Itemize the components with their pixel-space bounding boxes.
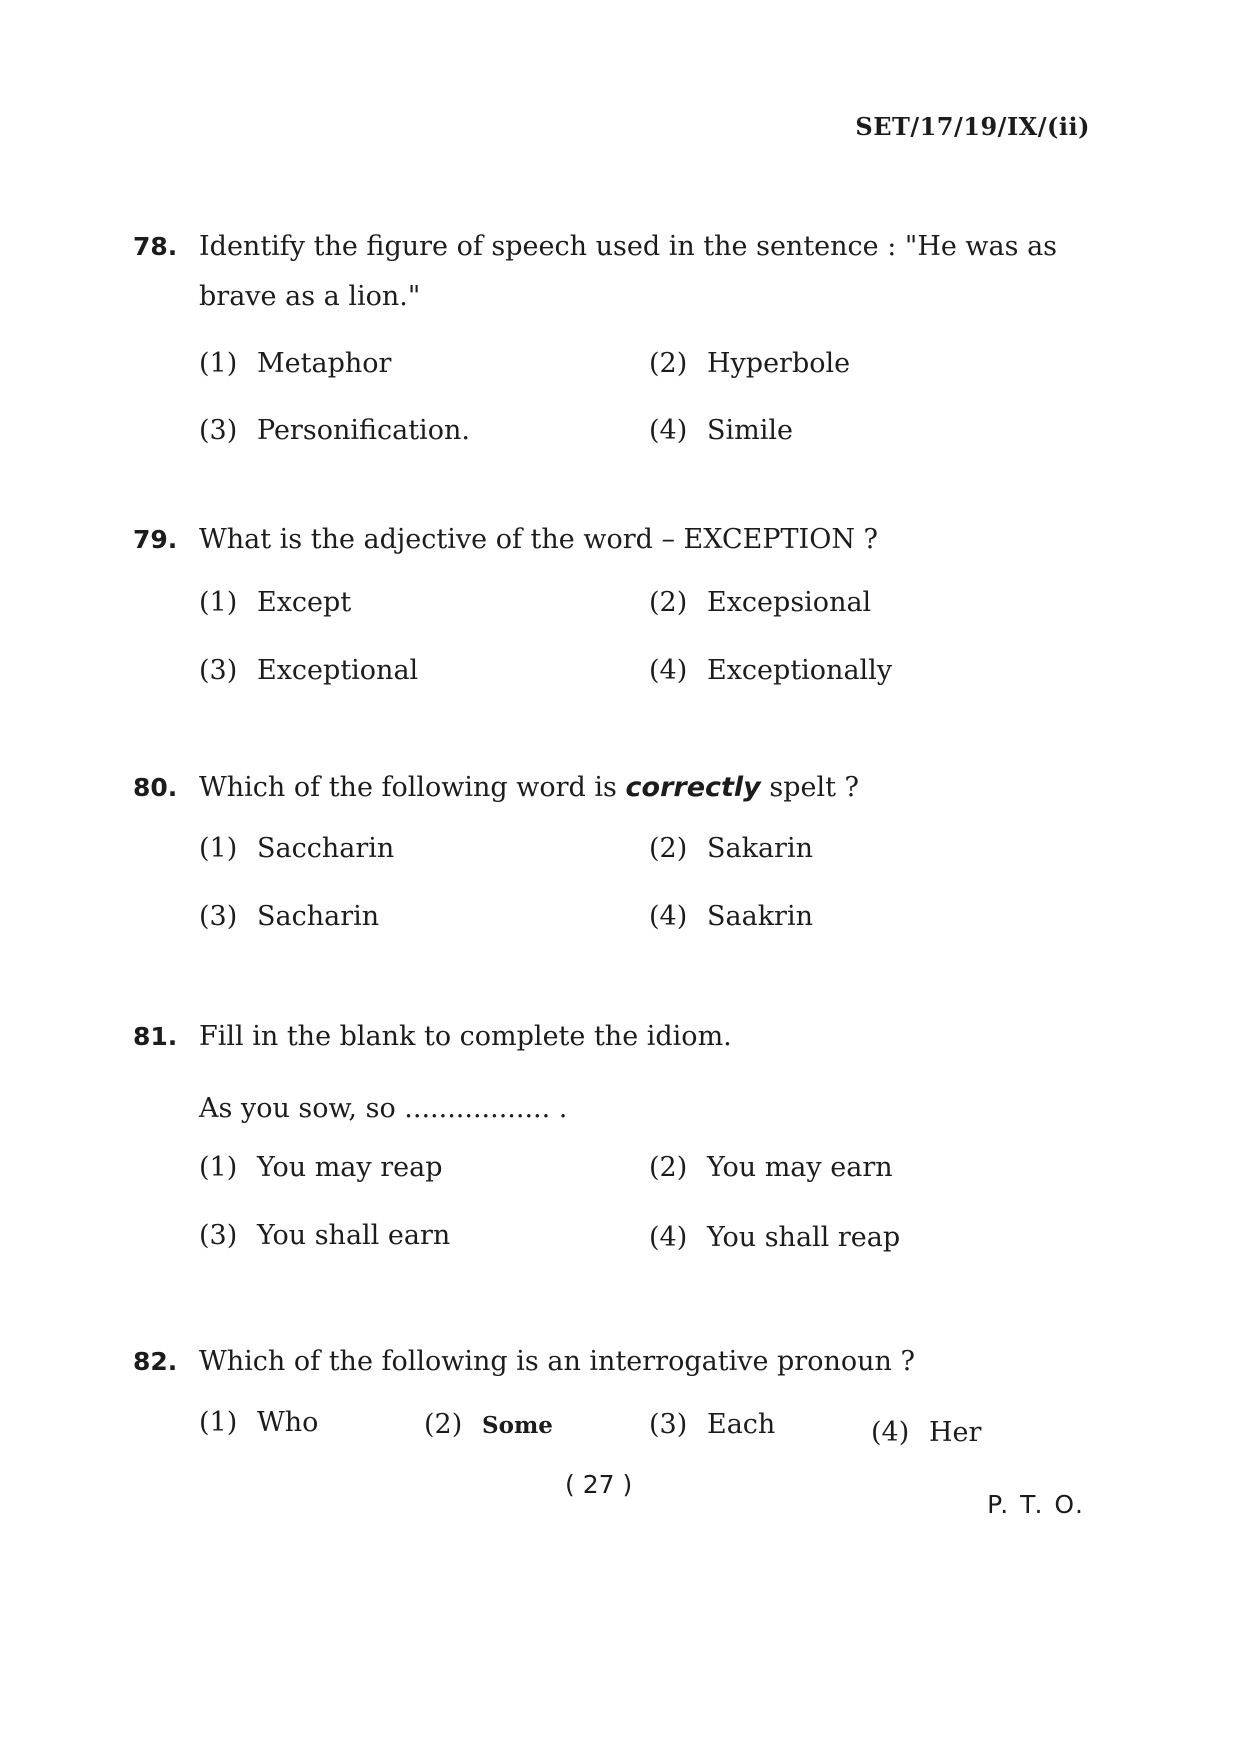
option-3: (3) Each — [649, 1409, 776, 1440]
option-1: (1) You may reap — [199, 1152, 443, 1183]
option-3: (3) You shall earn — [199, 1220, 451, 1251]
question-number: 81. — [133, 1022, 178, 1051]
option-1: (1) Saccharin — [199, 833, 395, 864]
question-80 — [133, 773, 1083, 983]
question-number: 79. — [133, 525, 178, 554]
idiom-prompt: As you sow, so ................. . — [199, 1093, 568, 1124]
option-2: (2) Sakarin — [649, 833, 813, 864]
option-4: (4) Her — [871, 1417, 982, 1448]
options — [199, 833, 1083, 983]
options — [199, 1407, 1083, 1467]
option-4: (4) You shall reap — [649, 1222, 901, 1253]
paper-code: SET/17/19/IX/(ii) — [855, 112, 1090, 141]
option-1: (1) Who — [199, 1407, 319, 1438]
pto-label: P. T. O. — [987, 1490, 1085, 1519]
option-4: (4) Simile — [649, 415, 793, 446]
option-2: (2) Some — [424, 1409, 553, 1440]
option-3: (3) Personification. — [199, 415, 470, 446]
question-text-continued: brave as a lion." — [199, 281, 421, 312]
question-82 — [133, 1347, 1083, 1467]
option-4: (4) Exceptionally — [649, 655, 893, 686]
option-3: (3) Sacharin — [199, 901, 380, 932]
question-text: Which of the following is an interrogative pronoun ? — [199, 1346, 915, 1377]
question-text: Identify the figure of speech used in the sentence : "He was as — [199, 231, 1058, 262]
question-81 — [133, 1022, 1083, 1302]
question-number: 82. — [133, 1347, 178, 1376]
question-78 — [133, 232, 1083, 498]
options — [199, 587, 1083, 737]
question-number: 80. — [133, 773, 178, 802]
page-number: ( 27 ) — [565, 1470, 633, 1499]
question-79 — [133, 525, 1083, 737]
question-text: Which of the following word is correctly spelt ? — [199, 772, 860, 803]
options — [199, 1152, 1083, 1302]
option-4: (4) Saakrin — [649, 901, 813, 932]
emphasized-word: correctly — [625, 772, 761, 803]
question-number: 78. — [133, 232, 178, 261]
option-3: (3) Exceptional — [199, 655, 419, 686]
option-2: (2) Excepsional — [649, 587, 872, 618]
option-2: (2) Hyperbole — [649, 348, 851, 379]
options — [199, 348, 1083, 498]
option-2: (2) You may earn — [649, 1152, 893, 1183]
option-1: (1) Except — [199, 587, 352, 618]
question-text: What is the adjective of the word – EXCEPTION ? — [199, 524, 879, 555]
question-text: Fill in the blank to complete the idiom. — [199, 1021, 732, 1052]
option-1: (1) Metaphor — [199, 348, 392, 379]
